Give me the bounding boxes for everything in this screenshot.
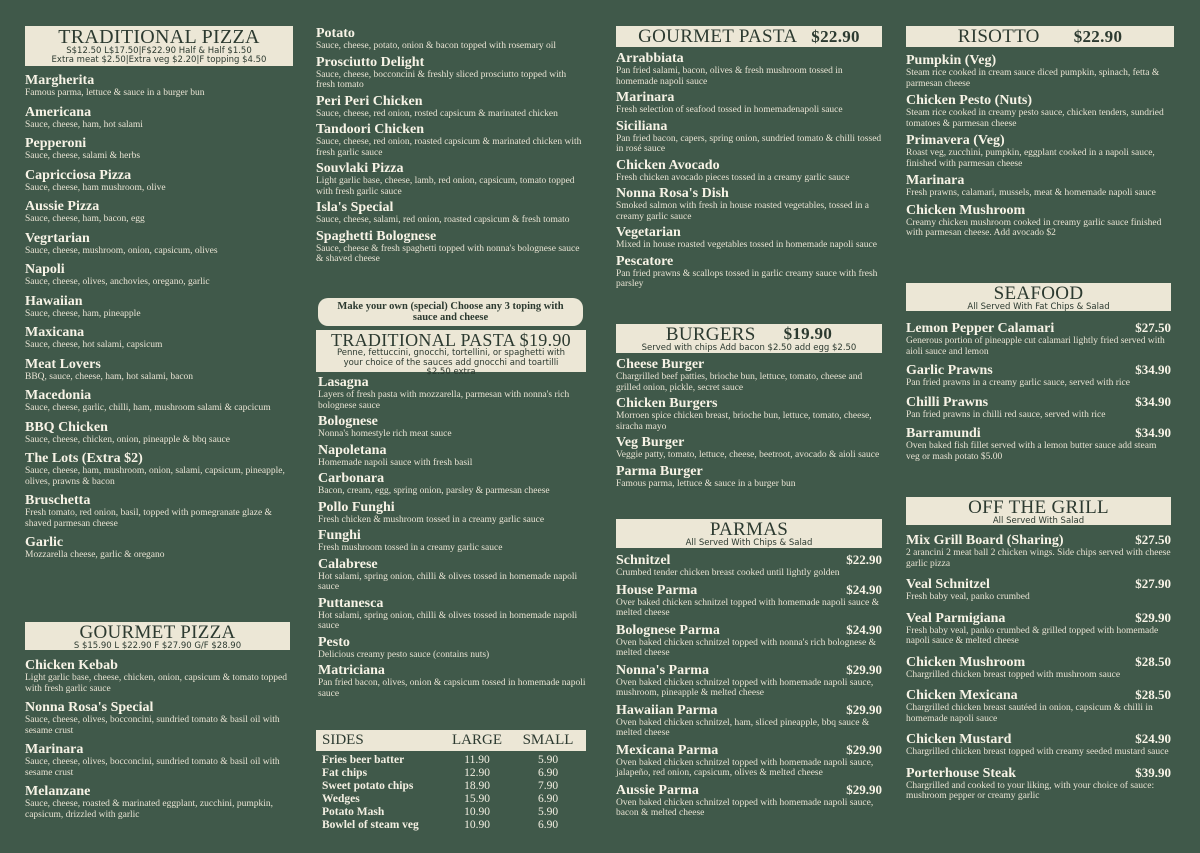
table-row: Wedges 15.90 6.90 <box>322 793 559 805</box>
sides-title: SIDES <box>322 732 364 748</box>
off-the-grill-list <box>906 532 1171 802</box>
burgers-list <box>616 357 882 489</box>
menu-item: Aussie Parma $29.90 Oven baked chicken schnitzel topped with homemade napoli sauce, bacon & melted cheese <box>616 781 882 818</box>
menu-item: Chicken Kebab Light garlic base, cheese, chicken, onion, capsicum & tomato topped with fresh garlic sauce <box>25 658 287 694</box>
menu-item: Primavera (Veg) Roast veg, zucchini, pumpkin, eggplant cooked in a napoli sauce, finished with parmesan cheese <box>906 133 1155 169</box>
seafood-subtitle: All Served With Fat Chips & Salad <box>967 302 1110 312</box>
risotto-title: RISOTTO <box>957 25 1040 47</box>
menu-item: Pepperoni Sauce, cheese, salami & herbs <box>25 136 141 161</box>
menu-item: Spaghetti Bolognese Sauce, cheese & fresh spaghetti topped with nonna's bolognese sauce & shaved cheese <box>316 228 580 264</box>
menu-item: Prosciutto Delight Sauce, cheese, bocconcini & freshly sliced prosciutto topped with fresh tomato <box>316 54 567 90</box>
gourmet-pizza-title: GOURMET PIZZA <box>79 622 236 643</box>
menu-item: Chicken Mushroom $28.50 Chargrilled chicken breast topped with mushroom sauce <box>906 653 1171 680</box>
traditional-pasta-subtitle: Penne, fettuccini, gnocchi, tortellini, or spaghetti with your choice of the sauces add gnocchi and toartilli $2.50 extra <box>336 348 566 377</box>
menu-item: Lemon Pepper Calamari $27.50 Generous portion of pineapple cut calamari lightly fried served with aioli sauce and lemon <box>906 320 1171 357</box>
gourmet-pasta-list <box>616 51 882 290</box>
third-column <box>616 0 882 818</box>
gourmet-pizza-header <box>25 622 290 650</box>
menu-item: Chicken Mushroom Creamy chicken mushroom cooked in creamy garlic sauce finished with parmesan cheese. Add avocado $2 <box>906 202 1162 238</box>
traditional-pizza-header <box>25 26 293 66</box>
menu-item: Macedonia Sauce, cheese, garlic, chilli, ham, mushroom salami & capcicum <box>25 388 271 413</box>
menu-item: Meat Lovers BBQ, sauce, cheese, ham, hot salami, bacon <box>25 356 194 382</box>
menu-item: Pescatore Pan fried prawns & scallops tossed in garlic creamy sauce with fresh parsley <box>616 253 878 289</box>
menu-item: Schnitzel $22.90 Crumbed tender chicken breast cooked until lightly golden <box>616 552 882 578</box>
menu-item: Bolognese Parma $24.90 Oven baked chicken schnitzel topped with nonna's rich bolognese & melted cheese <box>616 621 882 658</box>
middle-column <box>316 0 586 831</box>
menu-item: The Lots (Extra $2) Sauce, cheese, ham, mushroom, onion, salami, capsicum, pineapple, olives, prawns & bacon <box>25 451 285 487</box>
menu-item: Barramundi $34.90 Oven baked fish fillet served with a lemon butter sauce add steam veg or mash potato $5.00 <box>906 425 1171 462</box>
menu-item: Vegetarian Mixed in house roasted vegetables tossed in homemade napoli sauce <box>616 225 877 250</box>
menu-item: Chicken Mustard $24.90 Chargrilled chicken breast topped with creamy seeded mustard sauce <box>906 731 1171 757</box>
menu-item: Mexicana Parma $29.90 Oven baked chicken schnitzel topped with homemade napoli sauce, jalapeño, red onion, capsicum, olives & melted cheese <box>616 741 882 778</box>
menu-item: Veal Schnitzel $27.90 Fresh baby veal, panko crumbed <box>906 576 1171 602</box>
menu-item: Bruschetta Fresh tomato, red onion, basil, topped with pomegranate glaze & shaved parmesan cheese <box>25 493 272 529</box>
burgers-subtitle: Served with chips Add bacon $2.50 add egg $2.50 <box>641 343 857 353</box>
menu-item: Garlic Mozzarella cheese, garlic & oregano <box>25 535 165 560</box>
make-your-own-note: Make your own (special) Choose any 3 toping with sauce and cheese <box>318 298 583 326</box>
menu-item: Margherita Famous parma, lettuce & sauce in a burger bun <box>25 73 205 98</box>
traditional-pasta-title: TRADITIONAL PASTA $19.90 <box>331 330 571 350</box>
burgers-price: $19.90 <box>783 324 833 343</box>
sides-table <box>316 754 586 832</box>
table-row: Fries beer batter 11.90 5.90 <box>322 754 559 766</box>
menu-item: Pumpkin (Veg) Steam rice cooked in cream sauce diced pumpkin, spinach, fetta & parmesan cheese <box>906 53 1160 89</box>
burgers-header <box>616 324 882 353</box>
pizza-continued-list <box>316 26 586 265</box>
menu-item: Arrabbiata Pan fried salami, bacon, olives & fresh mushroom tossed in homemade napoli sauce <box>616 51 843 87</box>
menu-item: Napoli Sauce, cheese, olives, anchovies, oregano, garlic <box>25 262 210 287</box>
risotto-header <box>906 26 1174 47</box>
menu-item: Maxicana Sauce, cheese, hot salami, capsicum <box>25 325 163 350</box>
risotto-list <box>906 53 1174 239</box>
menu-item: Garlic Prawns $34.90 Pan fried prawns in a creamy garlic sauce, served with rice <box>906 362 1171 388</box>
sides-col-small: SMALL <box>522 732 574 748</box>
gourmet-pasta-title: GOURMET PASTA <box>638 25 798 47</box>
traditional-pizza-extras: Extra meat $2.50|Extra veg $2.20|F topping $4.50 <box>51 54 267 65</box>
table-row: Bowlel of steam veg 10.90 6.90 <box>322 819 559 831</box>
seafood-list <box>906 320 1171 462</box>
parmas-subtitle: All Served With Chips & Salad <box>685 538 813 548</box>
traditional-pasta-header <box>316 330 586 377</box>
menu-item: Veg Burger Veggie patty, tomato, lettuce, cheese, beetroot, avocado & aioli sauce <box>616 435 880 460</box>
sides-header <box>316 730 586 751</box>
parmas-list <box>616 552 882 819</box>
menu-item: Mix Grill Board (Sharing) $27.50 2 arancini 2 meat ball 2 chicken wings. Side chips served with cheese garlic pizza <box>906 532 1171 569</box>
gourmet-pizza-list <box>25 658 290 820</box>
menu-item: Melanzane Sauce, cheese, roasted & marinated eggplant, zucchini, pumpkin, capsicum, drizzled with garlic <box>25 784 273 820</box>
menu-item: Bolognese Nonna's homestyle rich meat sauce <box>318 414 452 439</box>
menu-item: Nonna Rosa's Special Sauce, cheese, olives, bocconcini, sundried tomato & basil oil with sesame crust <box>25 700 280 736</box>
parmas-title: PARMAS <box>709 519 789 540</box>
seafood-title: SEAFOOD <box>993 283 1084 304</box>
table-row: Potato Mash 10.90 5.90 <box>322 806 559 818</box>
menu-item: Hawaiian Sauce, cheese, ham, pineapple <box>25 293 141 319</box>
right-column <box>906 0 1174 801</box>
left-column <box>25 0 293 820</box>
menu-item: Pesto Delicious creamy pesto sauce (contains nuts) <box>318 634 490 660</box>
menu-item: BBQ Chicken Sauce, cheese, chicken, onion, pineapple & bbq sauce <box>25 419 230 445</box>
parmas-header <box>616 519 882 548</box>
table-row: Fat chips 12.90 6.90 <box>322 767 559 779</box>
menu-item: Matriciana Pan fried bacon, olives, onion & capsicum tossed in homemade napoli sauce <box>318 663 586 699</box>
gourmet-pizza-prices: S $15.90 L $22.90 F $27.90 G/F $28.90 <box>73 641 242 651</box>
menu-item: Veal Parmigiana $29.90 Fresh baby veal, panko crumbed & grilled topped with homemade napoli sauce & melted cheese <box>906 609 1171 646</box>
menu-item: Cheese Burger Chargrilled beef patties, brioche bun, lettuce, tomato, cheese and grilled onion, pickle, secret sauce <box>616 357 863 393</box>
traditional-pizza-prices: S$12.50 L$17.50|F$22.90 Half & Half $1.50 <box>66 46 252 56</box>
burgers-title: BURGERS <box>665 324 756 345</box>
risotto-price: $22.90 <box>1073 26 1123 46</box>
menu-item: Aussie Pizza Sauce, cheese, ham, bacon, egg <box>25 199 145 224</box>
traditional-pizza-list <box>25 73 293 561</box>
menu-item: Pollo Funghi Fresh chicken & mushroom tossed in a creamy garlic sauce <box>318 499 545 525</box>
menu-item: Nonna's Parma $29.90 Oven baked chicken schnitzel topped with homemade napoli sauce, mushroom, pineapple & melted cheese <box>616 661 882 698</box>
menu-item: Chilli Prawns $34.90 Pan fried prawns in chilli red sauce, served with rice <box>906 393 1171 420</box>
gourmet-pasta-price: $22.90 <box>811 26 860 46</box>
menu-item: Americana Sauce, cheese, ham, hot salami <box>25 104 143 130</box>
traditional-pasta-list <box>318 375 586 699</box>
menu-item: Souvlaki Pizza Light garlic base, cheese, lamb, red onion, capsicum, tomato topped with fresh garlic sauce <box>316 161 575 197</box>
menu-item: Puttanesca Hot salami, spring onion, chilli & olives tossed in homemade napoli sauce <box>318 595 578 631</box>
traditional-pizza-title: TRADITIONAL PIZZA <box>58 26 260 48</box>
sides-col-large: LARGE <box>452 732 502 748</box>
off-the-grill-subtitle: All Served With Salad <box>992 516 1085 526</box>
menu-item: Potato Sauce, cheese, potato, onion & bacon topped with rosemary oil <box>316 26 557 51</box>
menu-item: Lasagna Layers of fresh pasta with mozzarella, parmesan with nonna's rich bolognese sauce <box>318 375 570 411</box>
menu-item: Capricciosa Pizza Sauce, cheese, ham mushroom, olive <box>25 167 166 193</box>
menu-item: Napoletana Homemade napoli sauce with fresh basil <box>318 442 473 468</box>
menu-item: Tandoori Chicken Sauce, cheese, red onion, roasted capsicum & marinated chicken with fresh garlic sauce <box>316 122 582 158</box>
menu-item: Marinara Fresh prawns, calamari, mussels, meat & homemade napoli sauce <box>906 173 1156 198</box>
menu-item: Chicken Burgers Morroen spice chicken breast, brioche bun, lettuce, tomato, cheese, siracha mayo <box>616 396 872 432</box>
menu-item: Calabrese Hot salami, spring onion, chilli & olives tossed in homemade napoli sauce <box>318 556 578 592</box>
menu-item: Hawaiian Parma $29.90 Oven baked chicken schnitzel, ham, sliced pineapple, bbq sauce & melted cheese <box>616 701 882 738</box>
menu-item: Carbonara Bacon, cream, egg, spring onion, parsley & parmesan cheese <box>318 471 550 496</box>
menu-item: Nonna Rosa's Dish Smoked salmon with fresh in house roasted vegetables, tossed in a creamy garlic sauce <box>616 186 870 222</box>
menu-item: Chicken Avocado Fresh chicken avocado pieces tossed in a creamy garlic sauce <box>616 157 850 183</box>
menu-item: Siciliana Pan fried bacon, capers, spring onion, sundried tomato & chilli tossed in rosé sauce <box>616 118 882 154</box>
menu-item: Peri Peri Chicken Sauce, cheese, red onion, rosted capsicum & marinated chicken <box>316 93 558 119</box>
gourmet-pasta-header <box>616 26 882 47</box>
menu-item: Porterhouse Steak $39.90 Chargrilled and cooked to your liking, with your choice of sauce: mushroom pepper or creamy garlic <box>906 764 1171 801</box>
menu-item: Chicken Mexicana $28.50 Chargrilled chicken breast sautéed in onion, capsicum & chilli in homemade napoli sauce <box>906 687 1171 724</box>
menu-item: House Parma $24.90 Over baked chicken schnitzel topped with homemade napoli sauce & melted cheese <box>616 581 882 618</box>
menu-item: Parma Burger Famous parma, lettuce & sauce in a burger bun <box>616 463 796 489</box>
table-row: Sweet potato chips 18.90 7.90 <box>322 780 559 792</box>
menu-item: Chicken Pesto (Nuts) Steam rice cooked in creamy pesto sauce, chicken tenders, sundried tomatoes & parmesan cheese <box>906 93 1164 129</box>
off-the-grill-title: OFF THE GRILL <box>968 497 1109 518</box>
off-the-grill-header <box>906 497 1171 525</box>
menu-item: Marinara Sauce, cheese, olives, bocconcini, sundried tomato & basil oil with sesame crust <box>25 742 280 778</box>
menu-item: Funghi Fresh mushroom tossed in a creamy garlic sauce <box>318 528 503 553</box>
menu-item: Vegrtarian Sauce, cheese, mushroom, onion, capsicum, olives <box>25 230 218 256</box>
menu-item: Marinara Fresh selection of seafood tossed in homemadenapoli sauce <box>616 90 843 115</box>
seafood-header <box>906 283 1171 311</box>
menu-item: Isla's Special Sauce, cheese, salami, red onion, roasted capsicum & fresh tomato <box>316 200 570 225</box>
